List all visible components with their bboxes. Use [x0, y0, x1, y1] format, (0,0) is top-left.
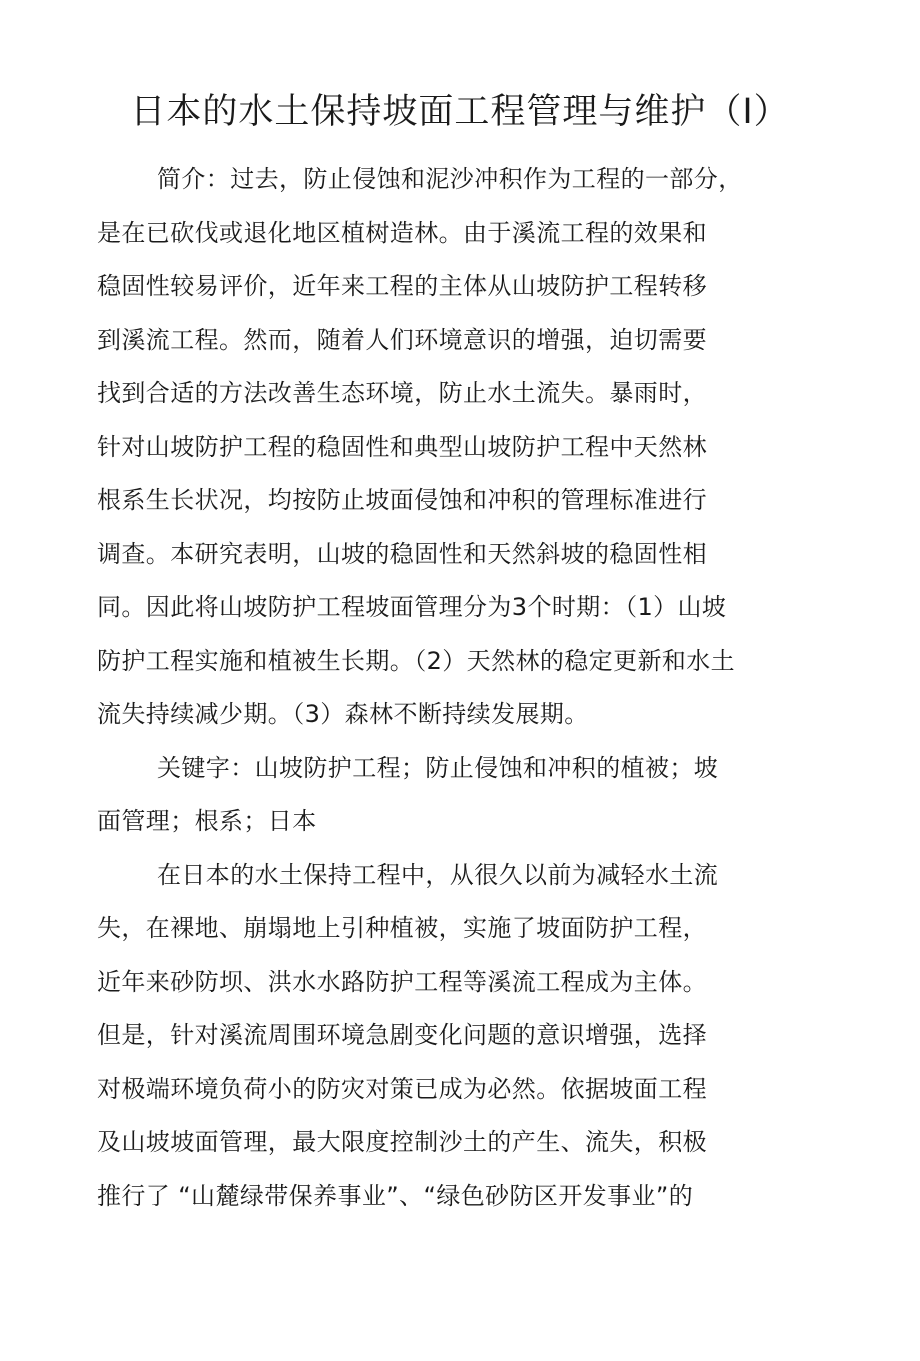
text-line: 针对山坡防护工程的稳固性和典型山坡防护工程中天然林 [97, 432, 707, 461]
keywords-line: 关键字：山坡防护工程；防止侵蚀和冲积的植被；坡 [157, 753, 719, 782]
text-line: 对极端环境负荷小的防灾对策已成为必然。依据坡面工程 [97, 1074, 707, 1103]
text-line: 找到合适的方法改善生态环境，防止水土流失。暴雨时， [97, 379, 707, 407]
text-line: 调查。本研究表明，山坡的稳固性和天然斜坡的稳固性相 [97, 539, 707, 568]
text-line: 但是，针对溪流周围环境急剧变化问题的意识增强，选择 [97, 1021, 707, 1049]
text-line: 防护工程实施和植被生长期。（2）天然林的稳定更新和水土 [97, 646, 736, 675]
text-line: 流失持续减少期。（3）森林不断持续发展期。 [97, 700, 589, 728]
text-line: 同。因此将山坡防护工程坡面管理分为3个时期：（1）山坡 [97, 593, 727, 621]
document-body [97, 153, 817, 1223]
text-line: 根系生长状况，均按防止坡面侵蚀和冲积的管理标准进行 [97, 486, 707, 514]
text-line: 失，在裸地、崩塌地上引种植被，实施了坡面防护工程， [97, 914, 707, 942]
text-line: 是在已砍伐或退化地区植树造林。由于溪流工程的效果和 [97, 218, 707, 247]
text-line: 在日本的水土保持工程中，从很久以前为减轻水土流 [157, 860, 719, 889]
text-line: 推行了 “山麓绿带保养事业”、“绿色砂防区开发事业”的 [97, 1181, 694, 1210]
text-line: 稳固性较易评价，近年来工程的主体从山坡防护工程转移 [97, 272, 707, 300]
keywords-line: 面管理；根系；日本 [97, 807, 317, 835]
text-line: 及山坡坡面管理，最大限度控制沙土的产生、流失，积极 [97, 1128, 707, 1156]
text-line: 到溪流工程。然而，随着人们环境意识的增强，迫切需要 [97, 325, 707, 354]
document-title: 日本的水土保持坡面工程管理与维护（Ⅰ） [130, 92, 790, 132]
text-line: 简介：过去，防止侵蚀和泥沙冲积作为工程的一部分， [157, 165, 743, 193]
text-line: 近年来砂防坝、洪水水路防护工程等溪流工程成为主体。 [97, 967, 707, 996]
